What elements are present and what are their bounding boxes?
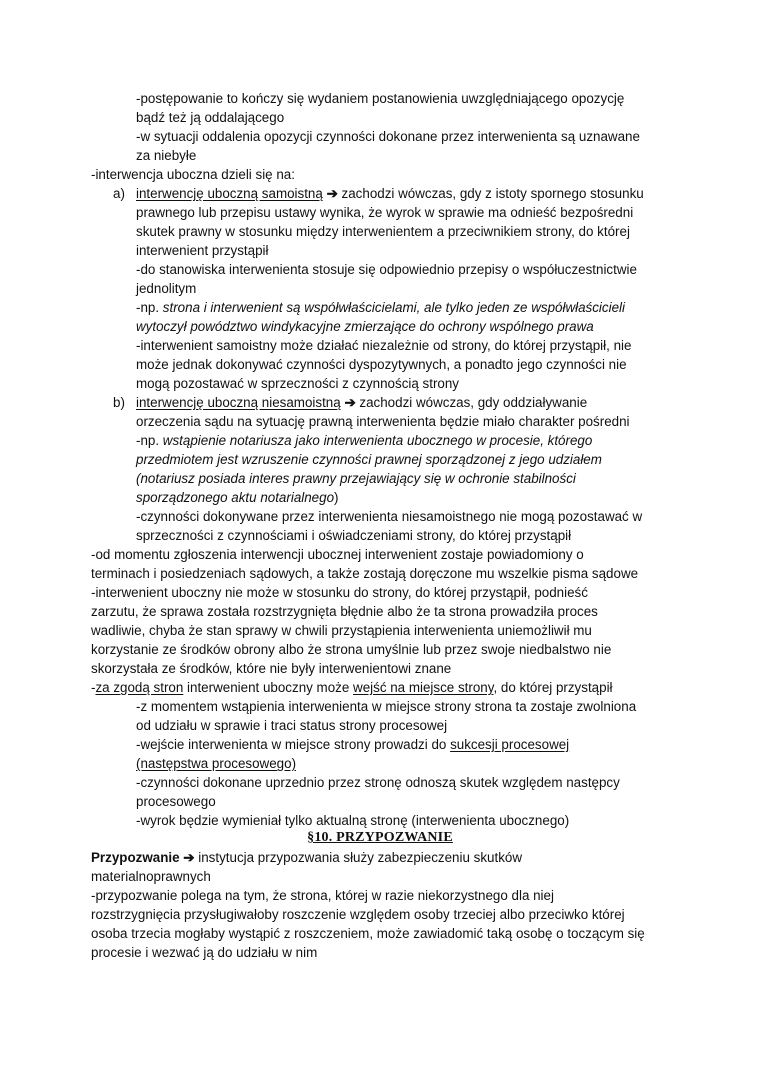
text-line: terminach i posiedzeniach sądowych, a także zostają doręczone mu wszelkie pisma sądowe (91, 566, 639, 581)
italic-example: strona i interwenient są współwłaścicielami, ale tylko jeden ze współwłaścicieli (162, 300, 625, 315)
text-line: jednolitym (136, 281, 197, 296)
text-span: zachodzi wówczas, gdy oddziaływanie (355, 395, 588, 410)
text-line: procesie i wezwać ją do udziału w nim (91, 945, 318, 960)
underlined-term: (następstwa procesowego) (136, 756, 297, 771)
text-line (136, 736, 569, 754)
text-line (91, 679, 613, 697)
text-line: od udziału w sprawie i traci status strony procesowej (136, 718, 448, 733)
text-line: skutek prawny w stosunku między interwenientem a przeciwnikiem strony, do której (136, 224, 630, 239)
text-line: -interwencja uboczna dzieli się na: (91, 167, 295, 182)
text-line: bądź też ją oddalającego (136, 110, 285, 125)
arrow-right-icon: ➔ (344, 395, 356, 410)
text-line: -od momentu zgłoszenia interwencji ubocznej interwenient zostaje powiadomiony o (91, 547, 584, 562)
text-line: materialnoprawnych (91, 869, 211, 884)
text-line: może jednak dokonywać czynności dyspozytywnych, a ponadto jego czynności nie (136, 357, 627, 372)
text-line: -czynności dokonywane przez interwenienta niesamoistnego nie mogą pozostawać w (136, 509, 643, 524)
italic-example: (notariusz posiada interes prawny przejawiający się w ochronie stabilności (136, 471, 576, 486)
text-line: za niebyłe (136, 148, 197, 163)
text-line: -wyrok będzie wymieniał tylko aktualną stronę (interwenienta ubocznego) (136, 813, 570, 828)
text-span: - (91, 680, 96, 695)
underlined-term: sukcesji procesowej (450, 737, 570, 752)
text-line: -w sytuacji oddalenia opozycji czynności dokonane przez interwenienta są uznawane (136, 129, 640, 144)
italic-example: przedmiotem jest wzruszenie czynności prawnej sporządzonej z jego udziałem (136, 452, 602, 467)
text-line: prawnego lub przepisu ustawy wynika, że wyrok w sprawie ma odnieść bezpośredni (136, 205, 634, 220)
text-line: sprzeczności z czynnościami i oświadczeniami strony, do której przystąpił (136, 528, 572, 543)
list-item-b-head (136, 394, 587, 412)
list-label-b: b) (113, 395, 125, 410)
text-line: osoba trzecia mogłaby wystąpić z roszczeniem, może zawiadomić taką osobę o toczącym się (91, 926, 645, 941)
text-line: -z momentem wstąpienia interwenienta w miejsce strony strona ta zostaje zwolniona (136, 699, 637, 714)
text-line (136, 299, 625, 317)
text-span: ) (334, 490, 339, 505)
list-label-a: a) (113, 186, 125, 201)
text-line (91, 849, 522, 867)
text-line: procesowego (136, 794, 216, 809)
underlined-term: wejść na miejsce strony (353, 680, 494, 695)
text-line: -czynności dokonane uprzednio przez stronę odnoszą skutek względem następcy (136, 775, 620, 790)
text-line: orzeczenia sądu na sytuację prawną interwenienta będzie miało charakter pośredni (136, 414, 630, 429)
text-span: , do której przystąpił (493, 680, 613, 695)
text-line: -postępowanie to kończy się wydaniem postanowienia uwzględniającego opozycję (136, 91, 625, 106)
text-line: -do stanowiska interwenienta stosuje się odpowiednio przepisy o współuczestnictwie (136, 262, 637, 277)
text-line: -interwenient samoistny może działać niezależnie od strony, do której przystąpił, nie (136, 338, 632, 353)
text-line: zarzutu, że sprawa została rozstrzygnięta błędnie albo że ta strona prowadziła proces (91, 604, 598, 619)
italic-example: wstąpienie notariusza jako interwenienta ubocznego w procesie, którego (162, 433, 593, 448)
underlined-term: interwencję uboczną samoistną (136, 186, 323, 201)
text-line (136, 489, 339, 507)
text-line: wadliwie, chyba że stan sprawy w chwili przystąpienia interwenienta uniemożliwił mu (91, 623, 592, 638)
text-span: -np. (136, 433, 163, 448)
text-span: instytucja przypozwania służy zabezpieczeniu skutków (194, 850, 523, 865)
underlined-term: za zgodą stron (95, 680, 184, 695)
arrow-right-icon: ➔ (326, 186, 338, 201)
italic-example: sporządzonego aktu notarialnego (136, 490, 335, 505)
text-span: interwenient uboczny może (183, 680, 354, 695)
text-line (136, 432, 592, 450)
text-line: rozstrzygnięcia przysługiwałoby roszczenie względem osoby trzeciej albo przeciwko której (91, 907, 625, 922)
text-line: interwenient przystąpił (136, 243, 269, 258)
arrow-right-icon: ➔ (183, 850, 195, 865)
section-heading: §10. PRZYPOZWANIE (307, 830, 453, 845)
bold-term: Przypozwanie (91, 850, 180, 865)
text-span: zachodzi wówczas, gdy z istoty spornego stosunku (337, 186, 644, 201)
text-line: -przypozwanie polega na tym, że strona, której w razie niekorzystnego dla niej (91, 888, 554, 903)
italic-example: wytoczył powództwo windykacyjne zmierzające do ochrony wspólnego prawa (136, 319, 594, 334)
text-line: -interwenient uboczny nie może w stosunku do strony, do której przystąpił, podnieść (91, 585, 588, 600)
text-span: -wejście interwenienta w miejsce strony prowadzi do (136, 737, 451, 752)
text-line: mogą pozostawać w sprzeczności z czynnością strony (136, 376, 459, 391)
text-line: skorzystała ze środków, które nie były interwenientowi znane (91, 661, 452, 676)
underlined-term: interwencję uboczną niesamoistną (136, 395, 341, 410)
text-span: -np. (136, 300, 163, 315)
list-item-a-head (136, 185, 644, 203)
text-line: korzystanie ze środków obrony albo że strona umyślnie lub przez swoje niedbalstwo nie (91, 642, 612, 657)
